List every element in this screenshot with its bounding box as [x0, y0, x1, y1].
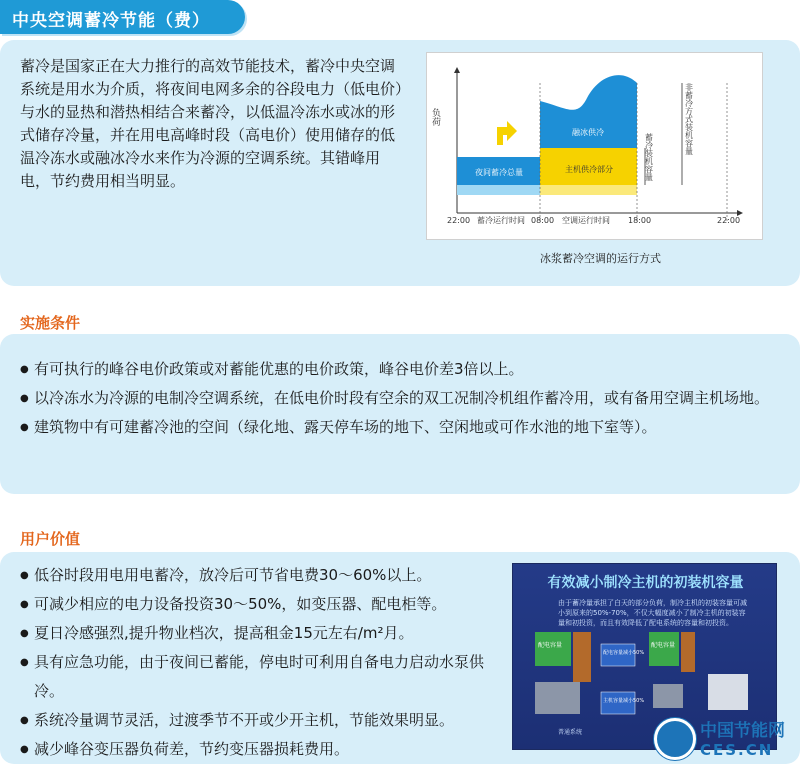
label-system: 普通系统 — [558, 729, 583, 736]
diagram-caption: 冰浆蓄冷空调的运行方式 — [540, 252, 661, 265]
tick-22-end: 22:00 — [717, 216, 741, 225]
conditions-item: ● 以冷冻水为冷源的电制冷空调系统，在低电价时段有空余的双工况制冷机组作蓄冷用，或有备用空调主机场地。 — [20, 384, 790, 413]
label-original: 配电容量 — [538, 642, 563, 649]
conditions-item: ● 有可执行的峰谷电价政策或对蓄能优惠的电价政策，峰谷电价差3倍以上。 — [20, 355, 790, 384]
ice-melt-area — [540, 75, 637, 148]
non-storage-capacity-label: 非蓄冷方式装机容量 — [684, 83, 694, 155]
conditions-list — [20, 355, 790, 442]
storage-run-label: 蓄冷运行时间 — [477, 216, 525, 225]
tick-22-start: 22:00 — [447, 216, 471, 225]
logo-cn-text: 中国节能网 — [700, 721, 785, 741]
value-item: ● 具有应急功能，由于夜间已蓄能，停电时可利用自备电力启动水泵供冷。 — [20, 648, 495, 706]
operation-diagram — [426, 52, 763, 240]
conditions-item: ● 建筑物中有可建蓄冷池的空间（绿化地、露天停车场的地下、空闲地或可作水池的地下室等）。 — [20, 413, 790, 442]
value-item: ● 低谷时段用电用电蓄冷，放冷后可节省电费30～60%以上。 — [20, 561, 495, 590]
section-title: 中央空调蓄冷节能（费） — [12, 11, 210, 31]
value-item: ● 系统冷量调节灵活，过渡季节不开或少开主机，节能效果明显。 — [20, 706, 495, 735]
value-title: 用户价值 — [20, 530, 81, 548]
value-item: ● 减少峰谷变压器负荷差，节约变压器损耗费用。 — [20, 735, 495, 764]
label-reduced-1: 配电容量减小50% — [603, 650, 645, 656]
logo-en-text: CES.CN — [700, 741, 774, 759]
section-header-tab — [0, 0, 245, 34]
capacity-image-title: 有效减小制冷主机的初装机容量 — [547, 575, 744, 591]
ac-run-label: 空调运行时间 — [562, 216, 610, 225]
intro-text: 蓄冷是国家正在大力推行的高效节能技术，蓄冷中央空调系统是用水为介质，将夜间电网多余的谷段电力（低电价）与水的显热和潜热相结合来蓄冷，以低温冷冻水或冰的形式储存冷量，并在用电高峰时段（高电价）使用储存的低温冷冻水或融冰冷水来作为冷源的空调系统。其错峰用电，节约费用相当明显。 — [20, 57, 403, 190]
y-axis-label: 负荷 — [430, 108, 440, 126]
tick-08: 08:00 — [531, 216, 555, 225]
operation-diagram-svg — [427, 53, 764, 241]
ice-melt-label: 融冰供冷 — [572, 128, 604, 137]
label-original-2: 配电容量 — [651, 642, 676, 649]
value-item: ● 夏日冷感强烈,提升物业档次，提高租金15元左右/m²月。 — [20, 619, 495, 648]
storage-capacity-label: 蓄冷装机容量 — [644, 133, 654, 181]
capacity-image-note: 由于蓄冷量承担了白天的部分负荷，制冷主机的初装容量可减小到原来的50%-70%，不仅大幅度减小了制冷主机的初装容量和初投资，而且有效降低了配电系统的容量和初投资。 — [558, 599, 747, 627]
logo-emblem-icon — [654, 718, 696, 760]
value-list — [20, 561, 495, 764]
transfer-arrow-icon — [497, 121, 517, 145]
chiller-part-label: 主机供冷部分 — [565, 165, 613, 174]
tick-18: 18:00 — [628, 216, 652, 225]
conditions-title: 实施条件 — [20, 314, 81, 332]
value-item: ● 可减少相应的电力设备投资30～50%，如变压器、配电柜等。 — [20, 590, 495, 619]
label-reduced-2: 主机容量减小50% — [603, 698, 645, 704]
site-logo[interactable] — [652, 712, 800, 767]
night-storage-label: 夜间蓄冷总量 — [475, 168, 523, 177]
